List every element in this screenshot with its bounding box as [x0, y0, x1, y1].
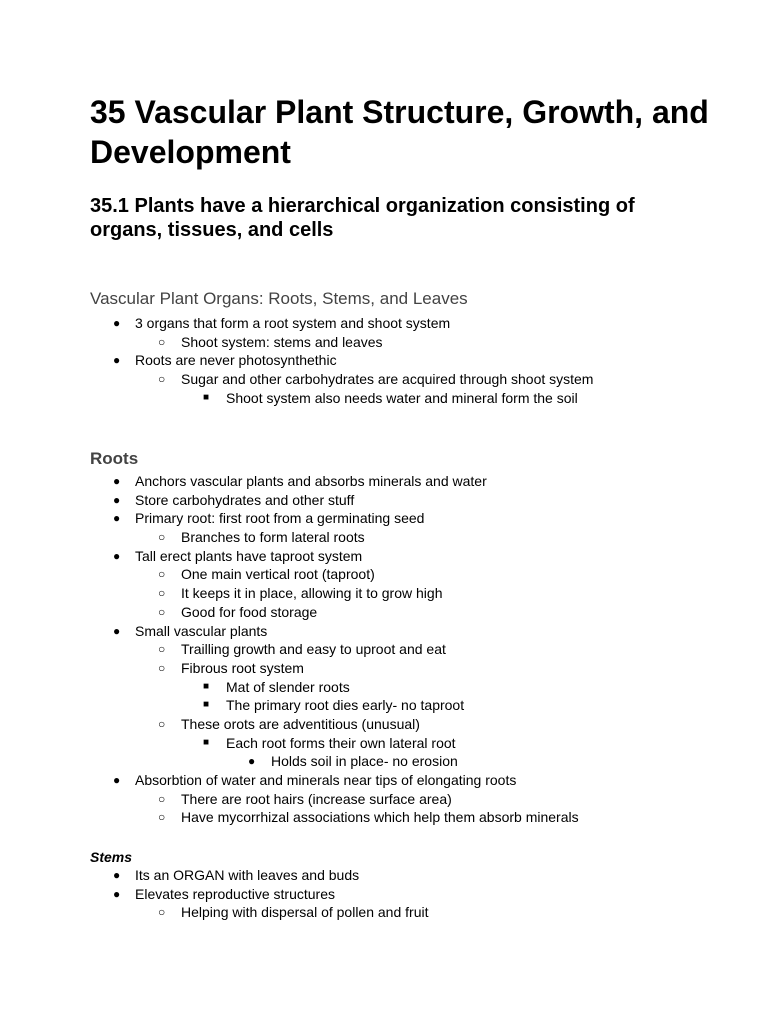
page-subtitle: 35.1 Plants have a hierarchical organization consisting of organs, tissues, and cells — [90, 195, 635, 241]
list-item — [0, 790, 768, 809]
list-item-text: Its an ORGAN with leaves and buds — [135, 867, 360, 883]
list-item — [0, 715, 768, 734]
bullet-icon: ○ — [158, 810, 166, 825]
organs-list — [0, 314, 768, 407]
list-item — [0, 509, 768, 528]
list-item — [0, 903, 768, 922]
list-item — [0, 640, 768, 659]
bullet-icon: ○ — [158, 905, 166, 920]
list-item-text: Tall erect plants have taproot system — [135, 547, 363, 564]
page-title: 35 Vascular Plant Structure, Growth, and Development — [90, 94, 709, 170]
bullet-icon: ○ — [158, 334, 166, 349]
list-item-text: These orots are adventitious (unusual) — [181, 715, 420, 732]
bullet-icon: ● — [248, 754, 256, 769]
list-item-text: Anchors vascular plants and absorbs minerals and water — [135, 473, 487, 489]
bullet-icon: ○ — [158, 586, 166, 601]
bullet-icon: ■ — [203, 736, 210, 748]
list-item — [0, 333, 768, 352]
list-item — [0, 603, 768, 622]
section-heading-roots: Roots — [90, 449, 139, 468]
bullet-icon: ● — [113, 474, 121, 488]
list-item-text: Helping with dispersal of pollen and fruit — [181, 904, 429, 921]
bullet-icon: ● — [113, 548, 121, 563]
list-item — [0, 885, 768, 904]
list-item-text: Store carbohydrates and other stuff — [135, 491, 355, 508]
list-item-text: Mat of slender roots — [226, 678, 350, 695]
bullet-icon: ■ — [203, 699, 210, 711]
list-item — [0, 389, 768, 408]
list-item-text: Small vascular plants — [135, 622, 268, 639]
list-item — [0, 734, 768, 753]
bullet-icon: ● — [113, 868, 121, 882]
list-item-text: Primary root: first root from a germinating seed — [135, 510, 425, 527]
list-item — [0, 472, 768, 491]
bullet-icon: ● — [113, 886, 121, 901]
bullet-icon: ○ — [158, 530, 166, 545]
list-item — [0, 584, 768, 603]
list-item-text: Good for food storage — [181, 603, 318, 620]
list-item — [0, 351, 768, 370]
bullet-icon: ■ — [203, 391, 210, 403]
list-item-text: Shoot system: stems and leaves — [181, 333, 383, 350]
bullet-icon: ● — [113, 492, 121, 507]
list-item — [0, 808, 768, 827]
list-item-text: Trailling growth and easy to uproot and eat — [181, 641, 446, 658]
list-item-text: There are root hairs (increase surface area) — [181, 790, 452, 807]
list-item — [0, 866, 768, 885]
list-item-text: Holds soil in place- no erosion — [271, 753, 458, 770]
list-item-text: Absorbtion of water and minerals near tips of elongating roots — [135, 772, 517, 788]
list-item — [0, 622, 768, 641]
list-item-text: Branches to form lateral roots — [181, 529, 365, 546]
list-item-text: Elevates reproductive structures — [135, 885, 335, 902]
list-item — [0, 491, 768, 510]
list-item-text: Shoot system also needs water and mineral form the soil — [226, 389, 578, 406]
list-item — [0, 547, 768, 566]
list-item-text: Have mycorrhizal associations which help them absorb minerals — [181, 809, 579, 826]
bullet-icon: ○ — [158, 642, 166, 657]
list-item — [0, 528, 768, 547]
section-heading-stems: Stems — [90, 849, 133, 865]
list-item — [0, 659, 768, 678]
bullet-icon: ● — [113, 773, 121, 787]
list-item-text: 3 organs that form a root system and shoot system — [135, 315, 451, 331]
bullet-icon: ○ — [158, 791, 166, 806]
list-item — [0, 565, 768, 584]
bullet-icon: ○ — [158, 567, 166, 582]
list-item — [0, 678, 768, 697]
list-item-text: It keeps it in place, allowing it to grow high — [181, 585, 443, 602]
section-heading-organs: Vascular Plant Organs: Roots, Stems, and Leaves — [90, 289, 468, 308]
list-item-text: One main vertical root (taproot) — [181, 566, 375, 583]
list-item — [0, 370, 768, 389]
list-item — [0, 752, 768, 771]
bullet-icon: ■ — [203, 680, 210, 692]
list-item — [0, 771, 768, 790]
list-item — [0, 314, 768, 333]
bullet-icon: ○ — [158, 604, 166, 619]
list-item — [0, 696, 768, 715]
stems-list — [0, 866, 768, 922]
bullet-icon: ● — [113, 316, 121, 330]
bullet-icon: ● — [113, 623, 121, 638]
list-item-text: Each root forms their own lateral root — [226, 734, 456, 751]
bullet-icon: ● — [113, 511, 121, 526]
bullet-icon: ○ — [158, 372, 166, 387]
bullet-icon: ● — [113, 353, 121, 368]
bullet-icon: ○ — [158, 716, 166, 731]
list-item-text: Roots are never photosynthethic — [135, 352, 337, 369]
roots-list — [0, 472, 768, 827]
list-item-text: Fibrous root system — [181, 659, 304, 676]
bullet-icon: ○ — [158, 660, 166, 675]
list-item-text: Sugar and other carbohydrates are acquired through shoot system — [181, 371, 594, 388]
list-item-text: The primary root dies early- no taproot — [226, 697, 465, 714]
